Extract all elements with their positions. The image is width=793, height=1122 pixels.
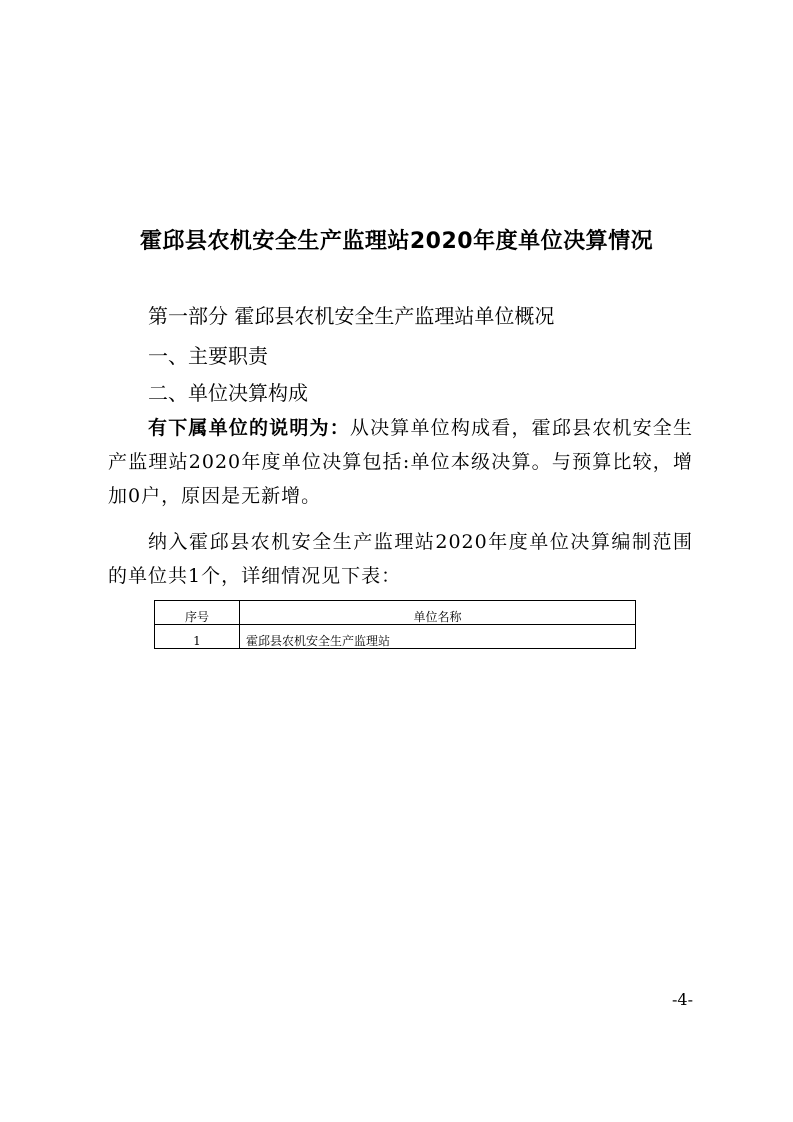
paragraph-subordinate-units — [108, 411, 693, 513]
table-row — [155, 625, 636, 649]
paragraph-scope: 纳入霍邱县农机安全生产监理站2020年度单位决算编制范围的单位共1个，详细情况见下表： — [108, 531, 693, 587]
units-table — [154, 600, 636, 649]
part1-heading: 第一部分 霍邱县农机安全生产监理站单位概况 — [148, 304, 555, 328]
header-index: 序号 — [155, 601, 240, 625]
section-budget-composition: 二、单位决算构成 — [148, 381, 308, 405]
document-title: 霍邱县农机安全生产监理站2020年度单位决算情况 — [139, 229, 654, 254]
table-header-row — [155, 601, 636, 625]
paragraph-body: 从决算单位构成看，霍邱县农机安全生产监理站2020年度单位决算包括:单位本级决算。与预算比较，增加0户，原因是无新增。 — [108, 417, 693, 507]
header-unit-name: 单位名称 — [240, 601, 636, 625]
page-number: -4- — [672, 990, 693, 1009]
cell-unit-name: 霍邱县农机安全生产监理站 — [240, 625, 636, 649]
paragraph-lead: 有下属单位的说明为： — [148, 417, 350, 439]
cell-index: 1 — [155, 625, 240, 649]
section-main-duties: 一、主要职责 — [148, 344, 268, 368]
